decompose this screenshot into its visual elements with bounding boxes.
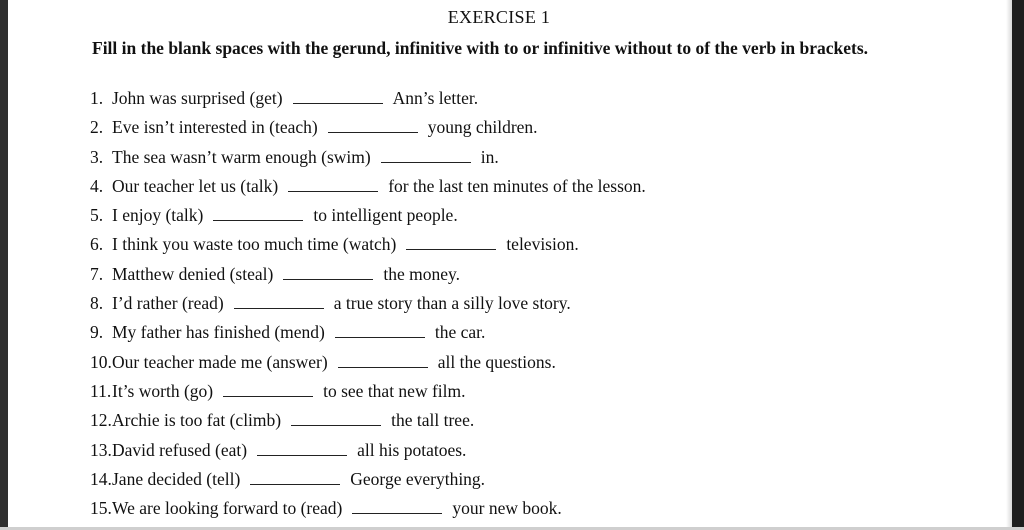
item-sentence-start: Archie is too fat (climb) <box>112 410 282 431</box>
exercise-item <box>90 205 646 234</box>
exercise-item <box>90 322 646 351</box>
answer-blank[interactable] <box>338 353 428 368</box>
item-sentence-start: Our teacher let us (talk) <box>112 175 279 196</box>
item-number: 8. <box>90 293 104 314</box>
item-sentence-end: George everything. <box>350 468 486 489</box>
exercise-item-list <box>90 88 646 527</box>
item-sentence-end: the money. <box>383 263 460 284</box>
item-sentence-end: to see that new film. <box>323 380 466 401</box>
item-sentence-start: John was surprised (get) <box>112 88 283 108</box>
answer-blank[interactable] <box>352 499 442 514</box>
exercise-item <box>90 234 646 263</box>
answer-blank[interactable] <box>293 89 383 104</box>
item-sentence-start: Eve isn’t interested in (teach) <box>112 117 318 138</box>
answer-blank[interactable] <box>291 411 381 426</box>
item-sentence-start: We are looking forward to (read) <box>112 498 343 519</box>
exercise-item <box>90 293 646 322</box>
exercise-title: EXERCISE 1 <box>447 7 551 27</box>
item-number: 4. <box>90 175 104 196</box>
answer-blank[interactable] <box>328 118 418 133</box>
exercise-item <box>90 469 646 498</box>
answer-blank[interactable] <box>257 441 347 456</box>
item-sentence-end: all the questions. <box>437 351 556 372</box>
item-number: 15. <box>90 498 112 519</box>
exercise-item <box>90 176 646 205</box>
item-sentence-end: television. <box>506 234 579 255</box>
item-number: 5. <box>90 205 104 226</box>
answer-blank[interactable] <box>234 294 324 309</box>
item-sentence-start: David refused (eat) <box>112 439 248 460</box>
item-sentence-end: a true story than a silly love story. <box>333 293 571 314</box>
item-number: 9. <box>90 322 104 343</box>
item-number: 12. <box>90 410 112 431</box>
exercise-item <box>90 381 646 410</box>
item-sentence-start: Matthew denied (steal) <box>112 263 274 284</box>
item-sentence-start: The sea wasn’t warm enough (swim) <box>112 146 371 167</box>
item-number: 13. <box>90 439 112 460</box>
item-sentence-end: Ann’s letter. <box>392 88 479 108</box>
exercise-item <box>90 440 646 469</box>
item-sentence-end: the tall tree. <box>391 410 475 431</box>
item-sentence-end: the car. <box>434 322 486 343</box>
exercise-item <box>90 88 646 117</box>
answer-blank[interactable] <box>288 177 378 192</box>
item-sentence-end: your new book. <box>452 498 562 519</box>
item-number: 11. <box>90 380 112 401</box>
document-page <box>8 0 1006 530</box>
exercise-item <box>90 352 646 381</box>
item-sentence-start: Jane decided (tell) <box>112 468 241 489</box>
exercise-item <box>90 410 646 439</box>
item-sentence-end: all his potatoes. <box>357 439 467 460</box>
item-number: 6. <box>90 234 104 255</box>
item-sentence-start: I think you waste too much time (watch) <box>112 234 397 255</box>
item-sentence-end: in. <box>480 146 499 167</box>
item-sentence-end: for the last ten minutes of the lesson. <box>388 175 646 196</box>
item-number: 1. <box>90 88 104 108</box>
answer-blank[interactable] <box>406 235 496 250</box>
exercise-instructions: Fill in the blank spaces with the gerund, infinitive with to or infinitive without to of the verb in brackets. <box>92 38 869 58</box>
item-sentence-start: I’d rather (read) <box>112 293 224 314</box>
item-number: 2. <box>90 117 104 138</box>
exercise-item <box>90 117 646 146</box>
answer-blank[interactable] <box>250 470 340 485</box>
right-frame-edge <box>1012 0 1024 530</box>
item-sentence-end: to intelligent people. <box>313 205 458 226</box>
item-number: 7. <box>90 263 104 284</box>
answer-blank[interactable] <box>283 265 373 280</box>
item-number: 14. <box>90 468 112 489</box>
answer-blank[interactable] <box>213 206 303 221</box>
left-frame-edge <box>0 0 8 530</box>
exercise-item <box>90 147 646 176</box>
item-sentence-start: Our teacher made me (answer) <box>112 351 328 372</box>
exercise-item <box>90 264 646 293</box>
exercise-item <box>90 498 646 527</box>
answer-blank[interactable] <box>335 323 425 338</box>
item-sentence-start: My father has finished (mend) <box>112 322 325 343</box>
item-sentence-end: young children. <box>427 117 538 138</box>
item-sentence-start: I enjoy (talk) <box>112 205 204 226</box>
item-number: 3. <box>90 146 104 167</box>
answer-blank[interactable] <box>381 148 471 163</box>
answer-blank[interactable] <box>223 382 313 397</box>
item-number: 10. <box>90 351 112 372</box>
item-sentence-start: It’s worth (go) <box>112 380 214 401</box>
